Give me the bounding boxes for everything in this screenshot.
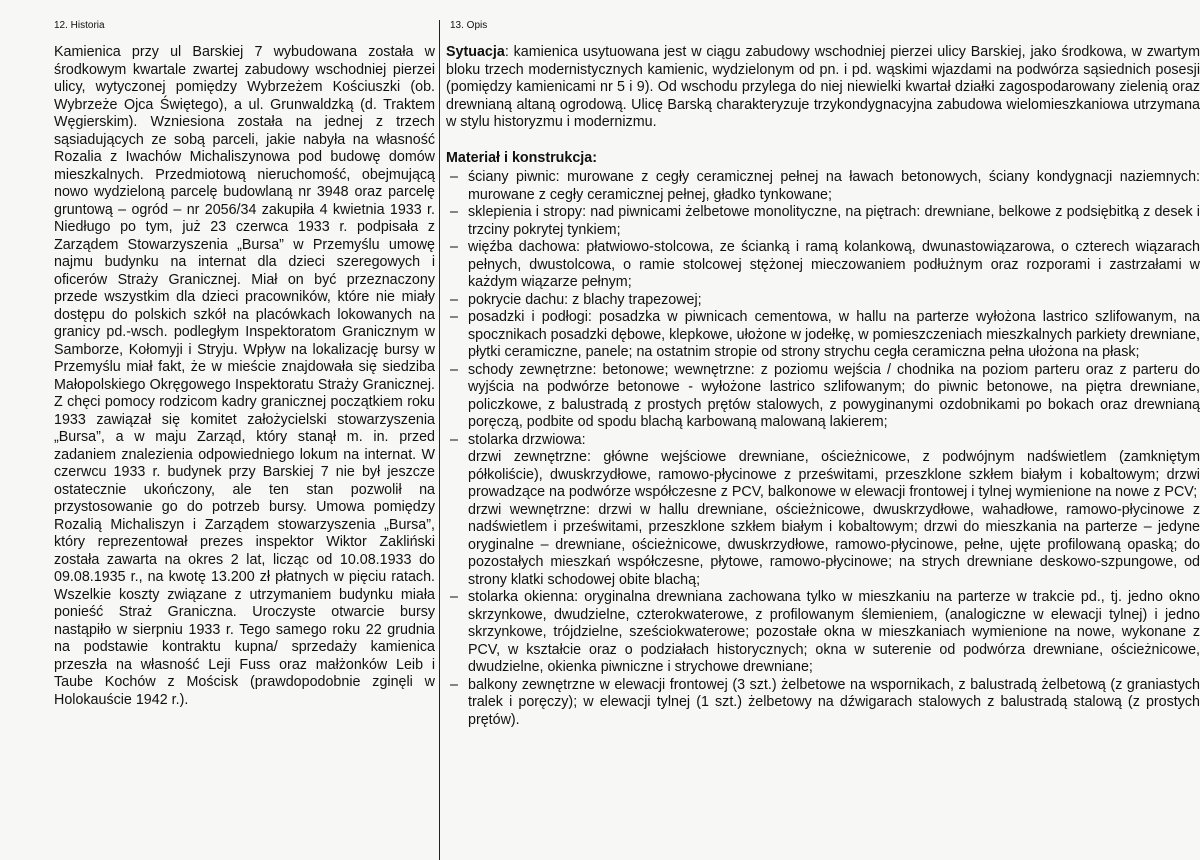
list-item: – posadzki i podłogi: posadzka w piwnicach cementowa, w hallu na parterze wyłożona lastrico szlifowanym, na spocznikach posadzki dębowe, klepkowe, ułożone w jodełkę, w pomieszczeniach mieszkalnych parkiety drewniane, płytki ceramiczne, panele; na ostatnim stropie od strony strychu cegła ceramiczna pełna ułożona na płask;: [450, 309, 1200, 360]
description-column: [442, 20, 1200, 860]
list-item: – stolarka drzwiowa: drzwi zewnętrzne: główne wejściowe drewniane, ościeżnicowe, z podwójnym nadświetlem (zamkniętym półkoliście), dwuskrzydłowe, ramowo-płycinowe z prześwitami, przeszklone szkłem białym i kobaltowym; drzwi prowadzące na podwórze współczesne z PCV, balkonowe w elewacji frontowej i tylnej wymienione na nowe z PCV; drzwi wewnętrzne: drzwi w hallu drewniane, ościeżnicowe, dwuskrzydłowe, wahadłowe, ramowo-płycinowe z nadświetlem i prześwitami, przeszklone szkłem białym i kobaltowym; drzwi do mieszkania na parterze – jedyne oryginalne – drewniane, ościeżnicowe, dwuskrzydłowe, ramowo-płycinowe, pełne, ujęte profilowaną opaską; do pozostałych mieszkań współczesne, płytowe, ramowo-płycinowe; na strych drewniane deskowo-szpungowe, od strony klatki schodowej obite blachą;: [450, 431, 1200, 588]
list-item: – stolarka okienna: oryginalna drewniana zachowana tylko w mieszkaniu na parterze w trakcie pd., tj. jedno okno skrzynkowe, dwudzielne, czterokwaterowe, z profilowanym ślemieniem, (analogiczne w elewacji tylnej) i jedno skrzynkowe, trójdzielne, sześciokwaterowe; pozostałe okna w mieszkaniach wymienione na nowe, wykonane z PCV, w kształcie oraz o podziałach historycznych; okna w suterenie od podwórza drewniane, ościeżnicowe, dwudzielne, okienka piwniczne i strychowe drewniane;: [450, 589, 1200, 675]
situation-label: Sytuacja: [446, 44, 505, 60]
material-list: [446, 169, 1200, 729]
list-item: – balkony zewnętrzne w elewacji frontowej (3 szt.) żelbetowe na wspornikach, z balustradą żelbetową (z graniastych tralek i poręczy); w elewacji tylnej (1 szt.) żelbetowy na dźwigarach stalowych z balustradą stalową (z prostych prętów).: [450, 676, 1200, 728]
list-item: – pokrycie dachu: z blachy trapezowej;: [450, 291, 702, 308]
list-item: – sklepienia i stropy: nad piwnicami żelbetowe monolityczne, na piętrach: drewniane, belkowe z podsiębitką z desek i trzciny pokrytej tynkiem;: [450, 204, 1200, 238]
history-column: [40, 20, 440, 860]
situation-text: : kamienica usytuowana jest w ciągu zabudowy wschodniej pierzei ulicy Barskiej, jako środkowa, w zwartym bloku trzech modernistycznych kamienic, wydzielonym od pn. i pd. wąskimi wjazdami na podwórza sąsiednich posesji (pomiędzy kamienicami nr 5 i 9). Od wschodu przylega do niej niewielki kwartał działki zagospodarowany zielenią oraz drewnianą altaną ogrodową. Ulicę Barską charakteryzuje trzykondygnacyjna zabudowa wielomieszkaniowa utrzymana w stylu historyzmu i modernizmu.: [446, 44, 1200, 130]
list-item: – schody zewnętrzne: betonowe; wewnętrzne: z poziomu wejścia / chodnika na poziom parteru oraz z parteru do wyjścia na podwórze betonowe - wyłożone lastrico szlifowanym; do piwnic betonowe, na piętra drewniane, policzkowe, z balustradą z prostych prętów stalowych, z powyginanymi ozdobnikami po bokach oraz drewnianą poręczą, podbite od spodu blachą karbowaną malowaną lakierem;: [450, 361, 1200, 430]
list-item: – ściany piwnic: murowane z cegły ceramicznej pełnej na ławach betonowych, ściany kondygnacji naziemnych: murowane z cegły ceramicznej pełnej, gładko tynkowane;: [450, 169, 1200, 203]
inner-doors-text: drzwi wewnętrzne: drzwi w hallu drewniane, ościeżnicowe, dwuskrzydłowe, wahadłowe, ramowo-płycinowe z nadświetlem i prześwitami, przeszklone szkłem białym i kobaltowym; drzwi do mieszkania na parterze – jedyne oryginalne – drewniane, ościeżnicowe, dwuskrzydłowe, ramowo-płycinowe, pełne, ujęte profilowaną opaską; do pozostałych mieszkań współczesne, płytowe, ramowo-płycinowe; na strych drewniane deskowo-szpungowe, od strony klatki schodowej obite blachą;: [468, 501, 1200, 588]
description-header: 13. Opis: [450, 20, 488, 31]
situation-paragraph: [446, 44, 1200, 132]
list-item: – więźba dachowa: płatwiowo-stolcowa, ze ścianką i ramą kolankową, dwunastowiązarowa, o czterech wiązarach pełnych, dwustolcowa, o ramie stolcowej stężonej mieczowaniem podłużnym oraz rozporami i zastrzałami w każdym wiązarze pełnym;: [450, 239, 1200, 290]
history-header: 12. Historia: [54, 20, 105, 31]
description-body: [446, 38, 1200, 729]
history-text: Kamienica przy ul Barskiej 7 wybudowana została w środkowym kwartale zwartej zabudowy wschodniej pierzei ulicy, wytyczonej pomiędzy Wybrzeżem Kościuszki (ob. Wybrzeże Ojca Świętego), a ul. Grunwaldzką (d. Traktem Węgierskim). Wzniesiona została na jednej z trzech sąsiadujących ze sobą parceli, jakie nabyła na własność Rozalia z Iwachów Michaliszynowa pod budowę domów mieszkalnych. Przedmiotową nieruchomość, obejmującą nowo wydzieloną parcelę budowlaną nr 3948 oraz parcelę gruntową – ogród – nr 2056/34 zakupiła 4 kwietnia 1933 r. Niedługo po tym, już 23 czerwca 1933 r. podpisała z Zarządem Stowarzyszenia „Bursa” w Przemyślu umowę najmu budynku na internat dla dzieci szeregowych i oficerów Straży Granicznej. Miał on być przeznaczony przede wszystkim dla dzieci pracowników, które nie miały dostępu do polskich szkół na placówkach lokowanych na granicy pd.-wsch. podległym Inspektoratom Granicznym w Samborze, Kołomyji i Stryju. Wpływ na lokalizację bursy w Przemyślu miał fakt, że w mieście znajdowała się siedziba Małopolskiego Okręgowego Inspektoratu Straży Granicznej. Z chęci pomocy rodzicom kadry granicznej początkiem roku 1933 zawiązał się komitet założycielski stowarzyszenia „Bursa”, a w maju Zarząd, który stanął m. in. przed zadaniem znalezienia odpowiedniego lokum na internat. W czerwcu 1933 r. budynek przy Barskiej 7 nie był jeszcze ostatecznie ukończony, ale ten stan pozwolił na przystosowanie go do potrzeb bursy. Umowa pomiędzy Rozalią Michaliszyn i Zarządem stowarzyszenia „Bursa”, który reprezentował prezes inspektor Wiktor Zakliński została zawarta na okres 2 lat, licząc od 10.08.1933 do 09.08.1935 r., na kwotę 13.200 zł płatnych w pięciu ratach. Wszelkie koszty związane z utrzymaniem budynku miała ponieść Straż Graniczna. Uroczyste otwarcie bursy nastąpiło w sierpniu 1933 r. Tego samego roku 22 grudnia na podstawie kontraktu kupna/ sprzedaży kamienica przeszła na własność Leji Fuss oraz małżonków Leib i Taube Kochów z Mościsk (prawdopodobnie zginęli w Holokauście 1942 r.).: [54, 44, 435, 708]
material-title: Materiał i konstrukcja:: [446, 149, 597, 166]
outer-doors-text: drzwi zewnętrzne: główne wejściowe drewniane, ościeżnicowe, z podwójnym nadświetlem (zamkniętym półkoliście), dwuskrzydłowe, ramowo-płycinowe z prześwitami, przeszklone szkłem białym i kobaltowym; drzwi prowadzące na podwórze współczesne z PCV, balkonowe w elewacji frontowej i tylnej wymienione na nowe z PCV;: [468, 449, 1200, 500]
